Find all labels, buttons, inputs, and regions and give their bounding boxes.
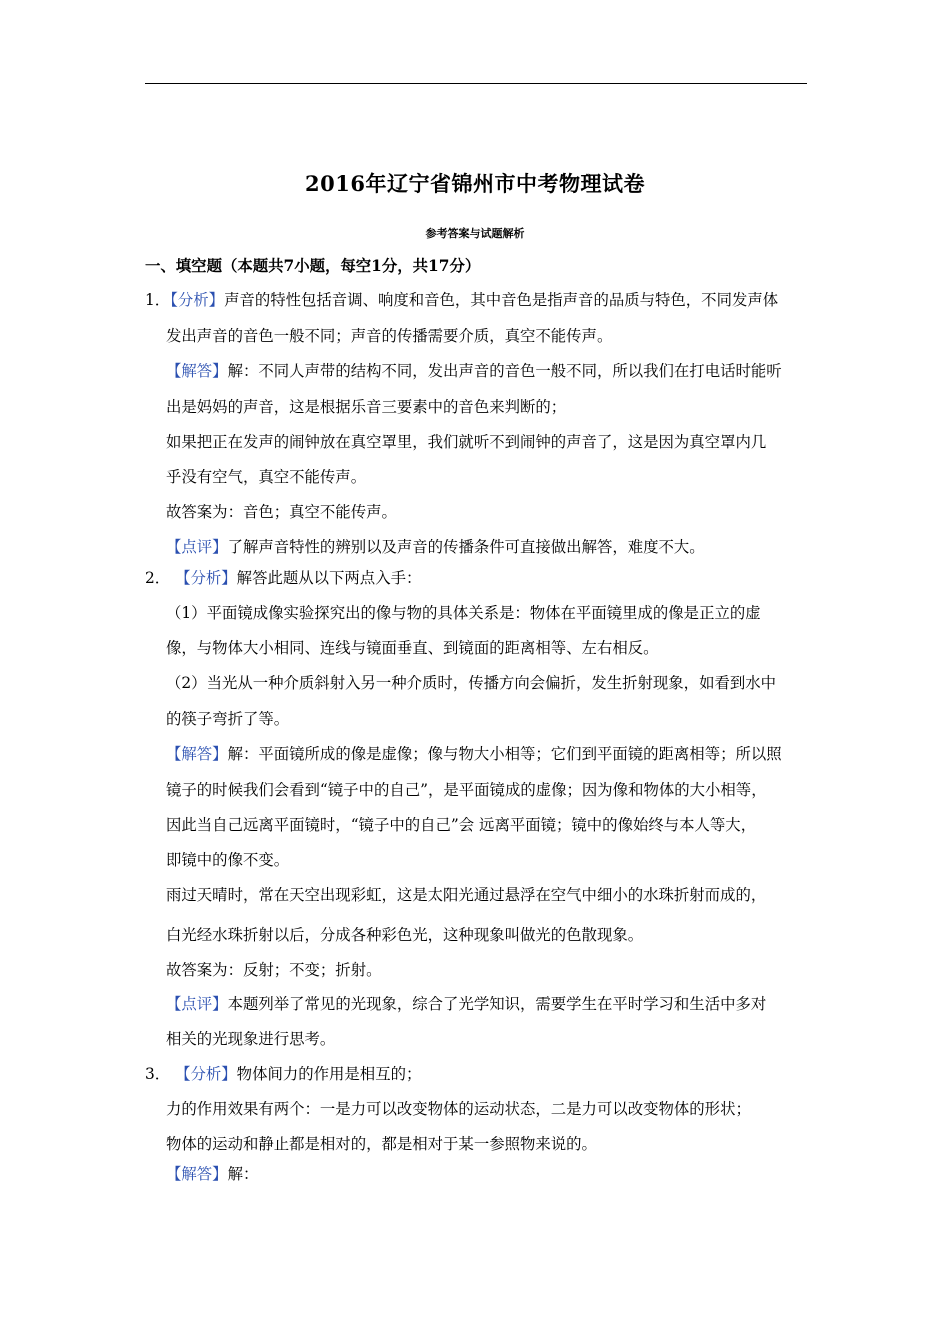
document-subtitle: 参考答案与试题解析	[425, 227, 525, 240]
solution-text: 白光经水珠折射以后，分成各种彩色光，这种现象叫做光的色散现象。	[166, 926, 644, 944]
analysis-text: 的筷子弯折了等。	[166, 710, 290, 728]
analysis-text: 力的作用效果有两个：一是力可以改变物体的运动状态，二是力可以改变物体的形状；	[166, 1100, 751, 1118]
question-1-comment	[166, 537, 705, 557]
analysis-text: （2）当光从一种介质斜射入另一种介质时，传播方向会偏折，发生折射现象，如看到水中	[166, 674, 777, 692]
document-title: 2016年辽宁省锦州市中考物理试卷	[305, 171, 645, 196]
answer-text: 故答案为：反射；不变；折射。	[166, 961, 382, 979]
solution-text: 乎没有空气，真空不能传声。	[166, 468, 367, 486]
analysis-text: 发出声音的音色一般不同；声音的传播需要介质，真空不能传声。	[166, 327, 613, 345]
question-2-analysis	[145, 568, 421, 588]
analysis-tag: 【分析】	[175, 569, 237, 587]
solution-text: 因此当自己远离平面镜时，“镜子中的自己”会 远离平面镜；镜中的像始终与本人等大，	[166, 816, 757, 834]
analysis-text: 解答此题从以下两点入手：	[236, 569, 422, 587]
solution-text: 解：不同人声带的结构不同，发出声音的音色一般不同，所以我们在打电话时能听	[227, 362, 782, 380]
question-1-analysis	[145, 290, 778, 310]
analysis-tag: 【分析】	[175, 1065, 237, 1083]
question-number: 1．	[145, 291, 171, 309]
answer-text: 故答案为：音色；真空不能传声。	[166, 503, 397, 521]
analysis-text: 物体的运动和静止都是相对的，都是相对于某一参照物来说的。	[166, 1135, 597, 1153]
solution-tag: 【解答】	[166, 362, 228, 380]
question-3-analysis	[145, 1064, 421, 1084]
solution-text: 如果把正在发声的闹钟放在真空罩里，我们就听不到闹钟的声音了，这是因为真空罩内几	[166, 433, 767, 451]
section-heading: 一、填空题（本题共7小题，每空1分，共17分）	[145, 257, 481, 275]
question-1-solution	[166, 361, 782, 381]
question-number: 2．	[145, 569, 171, 587]
question-3-solution	[166, 1164, 258, 1184]
analysis-text: 像，与物体大小相同、连线与镜面垂直、到镜面的距离相等、左右相反。	[166, 639, 659, 657]
solution-tag: 【解答】	[166, 1165, 228, 1183]
solution-text: 即镜中的像不变。	[166, 851, 290, 869]
solution-text: 出是妈妈的声音，这是根据乐音三要素中的音色来判断的；	[166, 398, 567, 416]
solution-text: 镜子的时候我们会看到“镜子中的自己”，是平面镜成的虚像；因为像和物体的大小相等，	[166, 781, 767, 799]
solution-text: 雨过天晴时，常在天空出现彩虹，这是太阳光通过悬浮在空气中细小的水珠折射而成的，	[166, 886, 767, 904]
comment-tag: 【点评】	[166, 995, 228, 1013]
solution-text: 解：	[227, 1165, 259, 1183]
comment-text: 相关的光现象进行思考。	[166, 1030, 336, 1048]
comment-tag: 【点评】	[166, 538, 228, 556]
solution-text: 解：平面镜所成的像是虚像；像与物大小相等；它们到平面镜的距离相等；所以照	[227, 745, 782, 763]
header-rule	[145, 83, 807, 84]
question-number: 3．	[145, 1065, 171, 1083]
comment-text: 本题列举了常见的光现象，综合了光学知识，需要学生在平时学习和生活中多对	[227, 995, 767, 1013]
comment-text: 了解声音特性的辨别以及声音的传播条件可直接做出解答，难度不大。	[227, 538, 705, 556]
question-2-solution	[166, 744, 782, 764]
analysis-tag: 【分析】	[170, 291, 225, 309]
analysis-text: 声音的特性包括音调、响度和音色，其中音色是指声音的品质与特色，不同发声体	[224, 291, 779, 309]
analysis-text: （1）平面镜成像实验探究出的像与物的具体关系是：物体在平面镜里成的像是正立的虚	[166, 604, 761, 622]
question-2-comment	[166, 994, 766, 1014]
solution-tag: 【解答】	[166, 745, 228, 763]
analysis-text: 物体间力的作用是相互的；	[236, 1065, 422, 1083]
